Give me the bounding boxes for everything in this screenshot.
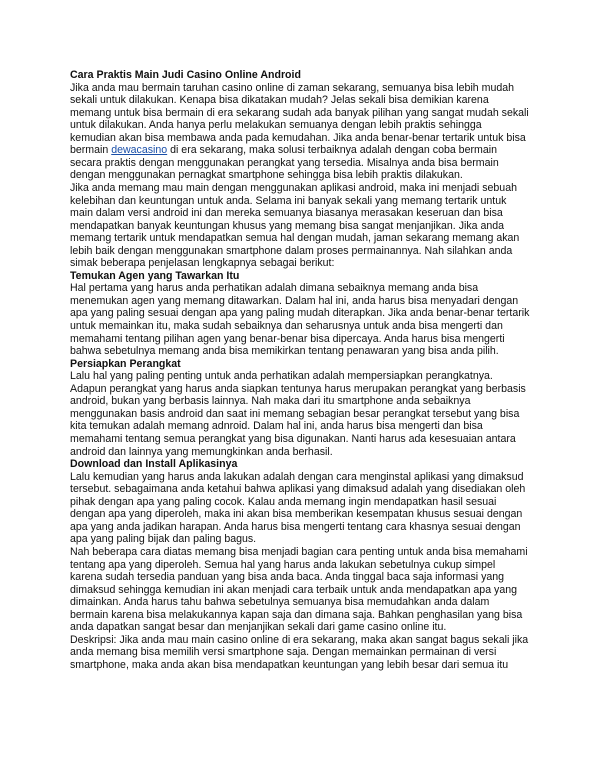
section-heading-download-install: Download dan Install Aplikasinya bbox=[70, 458, 238, 471]
section-heading-temukan-agen: Temukan Agen yang Tawarkan Itu bbox=[70, 269, 240, 282]
description-paragraph: Deskripsi: Jika anda mau main casino online di era sekarang, maka akan sangat bagus sekali jika anda memang bisa memilih versi smartphone saja. Dengan memainkan permainan di versi smartphone, maka anda akan bisa mendapatkan keuntungan yang lebih besar dari semua itu bbox=[70, 633, 529, 671]
section-heading-persiapkan-perangkat: Persiapkan Perangkat bbox=[70, 357, 181, 370]
section-3-paragraph-2: Nah beberapa cara diatas memang bisa menjadi bagian cara penting untuk anda bisa memahami tentang apa yang diperoleh. Semua hal yang harus anda lakukan sebetulnya cukup simpel karena sudah tersedia panduan yang bisa anda baca. Anda tinggal baca saja informasi yang dimaksud sehingga kemudian ini akan menjadi cara terbaik untuk anda mendapatkan apa yang dimainkan. Anda harus tahu bahwa sebetulnya semuanya bisa memudahkan anda dalam bermain karena bisa melakukannya kapan saja dan dimana saja. Bahkan penghasilan yang bisa anda dapatkan sangat besar dan menjanjikan sekali dari game casino online itu. bbox=[70, 545, 528, 634]
intro-paragraph-2: Jika anda memang mau main dengan menggunakan aplikasi android, maka ini menjadi sebuah kelebihan dan keuntungan untuk anda. Selama ini banyak sekali yang memang tertarik untuk main dalam versi android ini dan mereka semuanya biasanya merasakan keseruan dan bisa mendapatkan banyak keuntungan khusus yang memang bisa sangat menjanjikan. Jika anda memang tertarik untuk mendapatkan semua hal dengan mudah, jaman sekarang memang akan lebih baik dengan menggunakan smartphone dalam proses permainannya. Nah silahkan anda simak beberapa penjelasan lengkapnya sebagai berikut: bbox=[70, 181, 520, 270]
section-3-paragraph-1: Lalu kemudian yang harus anda lakukan adalah dengan cara menginstal aplikasi yang dimaksud tersebut. sebagaimana anda ketahui bahwa aplikasi yang dimaksud adalah yang disediakan oleh pihak dengan apa yang paling cocok. Kalau anda memang ingin mendapatkan hasil sesuai dengan apa yang diperoleh, maka ini akan bisa memberikan kesempatan khusus sesuai dengan apa yang anda jadikan harapan. Anda harus bisa mengerti tentang cara khasnya sesuai dengan apa yang paling bijak dan paling bagus. bbox=[70, 470, 526, 546]
dewacasino-link[interactable]: dewacasino bbox=[111, 144, 168, 157]
intro-text-after-link: di era sekarang, maka solusi terbaiknya adalah dengan coba bermain secara praktis dengan menggunakan perangkat yang tersedia. Misalnya anda bisa bermain dengan menggunakan pernagkat smartphone sehingga bisa lebih praktis dilakukan. bbox=[70, 144, 499, 182]
section-1-paragraph-1: Hal pertama yang harus anda perhatikan adalah dimana sebaiknya memang anda bisa menemukan agen yang memang ditawarkan. Dalam hal ini, anda harus bisa menyadari dengan apa yang paling sesuai dengan apa yang paling mudah diterapkan. Jika anda benar-benar tertarik untuk memainkan itu, maka sudah sebaiknya dan seharusnya untuk anda bisa mengerti dan memahami tentang pilihan agen yang benar-benar bisa dipercaya. Anda harus bisa mengerti bahwa sebetulnya memang anda bisa memikirkan tentang penawaran yang bisa anda pilih. bbox=[70, 282, 530, 358]
document-page bbox=[70, 69, 530, 671]
article-title: Cara Praktis Main Judi Casino Online Android bbox=[70, 69, 301, 81]
intro-text-before-link: Jika anda mau bermain taruhan casino online di zaman sekarang, semuanya bisa lebih mudah sekali untuk dilakukan. Kenapa bisa dikatakan mudah? Jelas sekali bisa demikian karena memang untuk bisa bermain di era sekarang sudah ada banyak pilihan yang sangat mudah sekali untuk dilakukan. Anda hanya perlu melakukan semuanya dengan lebih praktis sehingga kemudian akan bisa membawa anda pada kemudahan. Jika anda benar-benar tertarik untuk bisa bermain bbox=[70, 81, 529, 157]
intro-paragraph-1 bbox=[70, 82, 530, 182]
section-2-paragraph-1: Lalu hal yang paling penting untuk anda perhatikan adalah mempersiapkan perangkatnya. Adapun perangkat yang harus anda siapkan tentunya harus merupakan perangkat yang berbasis android, bukan yang berbasis lainnya. Nah maka dari itu smartphone anda sebaiknya menggunakan basis android dan saat ini memang sebagian besar perangkat tersebut yang bisa kita temukan adalah memang adnroid. Dalam hal ini, anda harus bisa mengerti dan bisa memahami tentang semua perangkat yang bisa digunakan. Nanti harus ada kesesuaian antara android dan lainnya yang memungkinkan anda berhasil. bbox=[70, 370, 526, 458]
